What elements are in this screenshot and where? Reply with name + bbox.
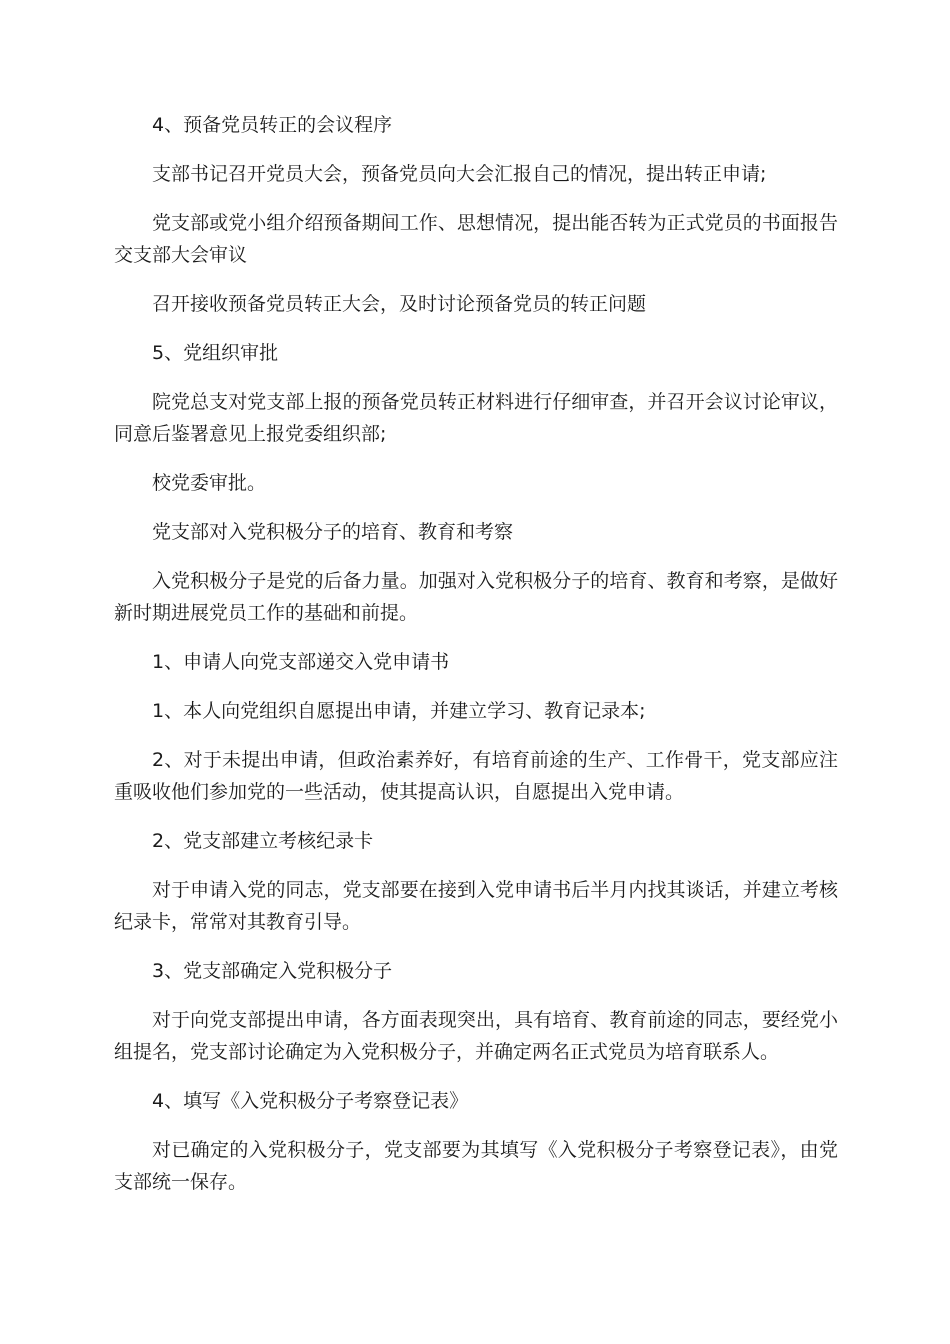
paragraph: 对于向党支部提出申请，各方面表现突出，具有培育、教育前途的同志，要经党小组提名，党支部讨论确定为入党积极分子，并确定两名正式党员为培育联系人。 [114,1009,838,1063]
paragraph: 支部书记召开党员大会，预备党员向大会汇报自己的情况，提出转正申请; [152,163,767,185]
paragraph: 对已确定的入党积极分子，党支部要为其填写《入党积极分子考察登记表》，由党支部统一保存。 [114,1139,838,1193]
paragraph: 校党委审批。 [152,472,267,494]
document-body [114,109,838,1215]
section-heading: 4、填写《入党积极分子考察登记表》 [152,1090,469,1112]
section-heading: 3、党支部确定入党积极分子 [152,960,393,982]
section-heading: 1、申请人向党支部递交入党申请书 [152,651,450,673]
paragraph: 召开接收预备党员转正大会，及时讨论预备党员的转正问题 [152,293,647,315]
paragraph: 2、对于未提出申请，但政治素养好，有培育前途的生产、工作骨干，党支部应注重吸收他们参加党的一些活动，使其提高认识，自愿提出入党申请。 [114,749,838,803]
paragraph: 对于申请入党的同志，党支部要在接到入党申请书后半月内找其谈话，并建立考核纪录卡，常常对其教育引导。 [114,879,838,933]
paragraph: 院党总支对党支部上报的预备党员转正材料进行仔细审查，并召开会议讨论审议，同意后鉴署意见上报党委组织部; [114,391,838,445]
section-heading: 2、党支部建立考核纪录卡 [152,830,374,852]
section-heading: 4、预备党员转正的会议程序 [152,114,393,136]
paragraph: 党支部或党小组介绍预备期间工作、思想情况，提出能否转为正式党员的书面报告交支部大会审议 [114,212,838,266]
paragraph: 入党积极分子是党的后备力量。加强对入党积极分子的培育、教育和考察，是做好新时期进展党员工作的基础和前提。 [114,570,838,624]
section-heading: 党支部对入党积极分子的培育、教育和考察 [152,521,514,543]
paragraph: 1、本人向党组织自愿提出申请，并建立学习、教育记录本; [152,700,646,722]
section-heading: 5、党组织审批 [152,342,279,364]
